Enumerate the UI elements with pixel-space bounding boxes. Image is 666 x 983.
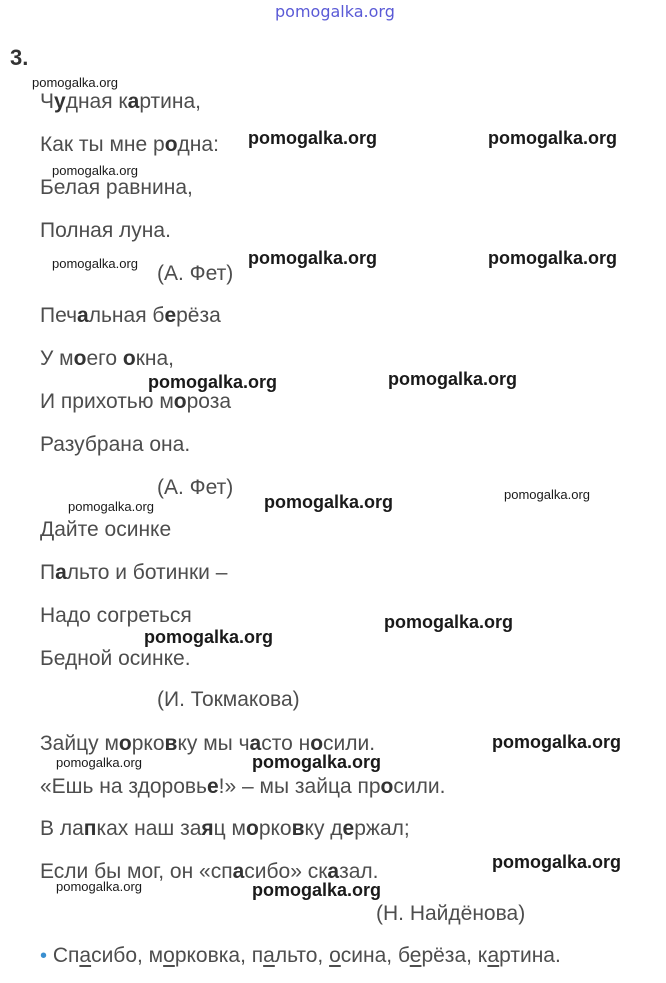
watermark: pomogalka.org	[488, 248, 618, 268]
watermark: pomogalka.org	[56, 755, 142, 770]
poem-2-author: (А. Фет)	[157, 476, 234, 499]
watermark: pomogalka.org	[388, 369, 518, 389]
poem-4-line-1: Зайцу морковку мы часто носили.	[40, 732, 376, 755]
watermark: pomogalka.org	[56, 879, 142, 894]
watermark: pomogalka.org	[68, 499, 154, 514]
poem-3-line-3: Надо согреться	[40, 604, 192, 627]
task-line: • Спасибо, морковка, пальто, осина, берёза, картина.	[40, 944, 561, 967]
poem-3-line-1: Дайте осинке	[40, 518, 172, 541]
watermark: pomogalka.org	[264, 492, 394, 512]
poem-3-author: (И. Токмакова)	[157, 688, 300, 711]
poem-1-line-4: Полная луна.	[40, 219, 171, 242]
watermark: pomogalka.org	[252, 752, 382, 772]
poem-2-line-1: Печальная берёза	[40, 304, 221, 327]
poem-4-author: (Н. Найдёнова)	[376, 902, 526, 925]
bullet-icon: •	[40, 945, 48, 967]
watermark: pomogalka.org	[492, 852, 622, 872]
poem-1-line-1: Чудная картина,	[40, 90, 201, 113]
watermark: pomogalka.org	[252, 880, 382, 900]
watermark: pomogalka.org	[248, 128, 378, 148]
watermark: pomogalka.org	[52, 163, 138, 178]
watermark: pomogalka.org	[52, 256, 138, 271]
watermark: pomogalka.org	[144, 627, 274, 647]
poem-2-line-2: У моего окна,	[40, 347, 174, 370]
poem-1-line-2: Как ты мне родна:	[40, 133, 219, 156]
watermark: pomogalka.org	[384, 612, 514, 632]
watermark: pomogalka.org	[488, 128, 618, 148]
poem-1-line-3: Белая равнина,	[40, 176, 193, 199]
watermark: pomogalka.org	[504, 487, 590, 502]
watermark: pomogalka.org	[248, 248, 378, 268]
poem-2-line-4: Разубрана она.	[40, 433, 191, 456]
watermark: pomogalka.org	[492, 732, 622, 752]
poem-4-line-4: Если бы мог, он «спасибо» сказал.	[40, 860, 379, 883]
poem-1-author: (А. Фет)	[157, 262, 234, 285]
watermark: pomogalka.org	[32, 75, 118, 90]
poem-2-line-3: И прихотью мороза	[40, 390, 232, 413]
header-watermark: pomogalka.org	[275, 2, 395, 21]
poem-3-line-2: Пальто и ботинки –	[40, 561, 228, 584]
exercise-number: 3.	[10, 45, 29, 70]
poem-4-line-2: «Ешь на здоровье!» – мы зайца просили.	[40, 775, 446, 798]
watermark: pomogalka.org	[148, 372, 278, 392]
poem-4-line-3: В лапках наш заяц морковку держал;	[40, 817, 410, 840]
poem-3-line-4: Бедной осинке.	[40, 647, 191, 670]
